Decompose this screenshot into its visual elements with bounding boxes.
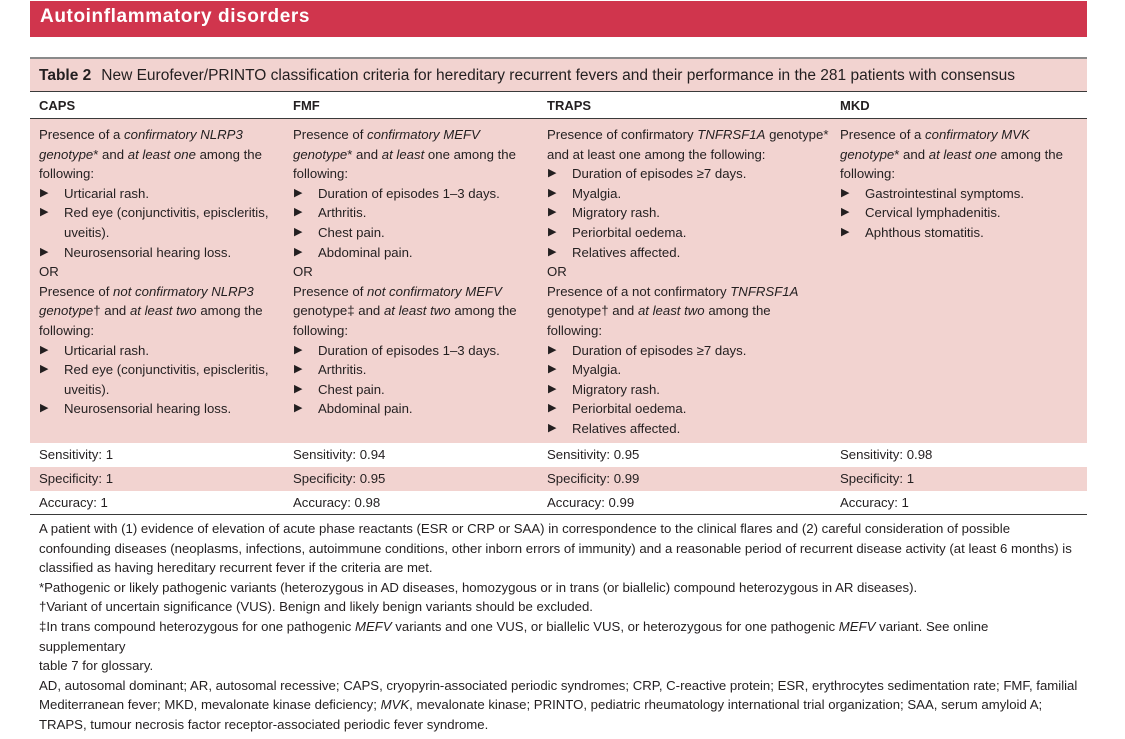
mkd-criteria — [840, 125, 1080, 243]
text: variant. See online supplementary — [39, 618, 989, 654]
criteria-row — [30, 119, 1087, 443]
footnote-line: classified as having hereditary recurrent fever if the criteria are met. — [39, 560, 433, 576]
footnote-line: †Variant of uncertain significance (VUS). Benign and likely benign variants should be excluded. — [39, 599, 593, 615]
table-cell: Specificity: 1 — [39, 471, 114, 486]
text: Presence of — [39, 283, 114, 299]
table-label: Table 2 — [39, 67, 92, 84]
footnote-line: TRAPS, tumour necrosis factor receptor-associated periodic fever syndrome. — [39, 716, 489, 732]
text: Presence of a — [840, 127, 926, 142]
text: at least — [381, 146, 425, 162]
footnote-line: *Pathogenic or likely pathogenic variants (heterozygous in AD diseases, homozygous or in trans (or biallelic) compound heterozygous in AR diseases). — [39, 579, 918, 595]
text: genotype — [840, 146, 895, 162]
text: following: — [293, 322, 348, 338]
text: genotype† and — [547, 303, 638, 319]
text: Presence of — [293, 283, 368, 299]
footnote-line: table 7 for glossary. — [39, 658, 154, 674]
list-item: ▶ Duration of episodes 1–3 days. — [293, 341, 531, 361]
table-cell: Accuracy: 1 — [39, 495, 108, 510]
text: not confirmatory NLRP3 — [113, 283, 254, 299]
text: confirmatory MVK — [925, 127, 1030, 142]
list-item: ▶ Duration of episodes ≥7 days. — [547, 341, 827, 361]
list-item-continuation: uveitis). — [64, 381, 110, 397]
traps-criteria — [547, 125, 827, 439]
list-item: ▶ Relatives affected. — [547, 243, 827, 263]
list-item: ▶ Red eye (conjunctivitis, episcleritis, — [39, 203, 279, 223]
header-fmf: FMF — [293, 98, 320, 113]
classification-table — [30, 57, 1087, 735]
footnote-line — [39, 695, 1078, 715]
specificity-row — [30, 467, 1087, 491]
text: following: — [39, 322, 94, 338]
list-item: ▶ Periorbital oedema. — [547, 223, 827, 243]
list-item: ▶ Urticarial rash. — [39, 341, 279, 361]
table-cell: Specificity: 0.99 — [547, 471, 640, 486]
table-cell: Accuracy: 0.98 — [293, 495, 381, 510]
text: TNFRSF1A — [730, 283, 799, 299]
text: ‡In trans compound heterozygous for one pathogenic — [39, 618, 355, 634]
text: among the — [195, 146, 262, 162]
text: Presence of — [293, 127, 368, 142]
text: and at least one among the following: — [547, 146, 766, 162]
caps-criteria — [39, 125, 279, 419]
list-item: ▶ Neurosensorial hearing loss. — [39, 243, 279, 263]
text: among the — [996, 146, 1063, 162]
text: at least two — [637, 303, 705, 319]
text: following: — [547, 322, 602, 338]
header-traps: TRAPS — [547, 98, 592, 113]
text: * and — [347, 146, 382, 162]
text: MVK — [380, 697, 410, 713]
list-item-continuation: uveitis). — [64, 224, 110, 240]
table-caption — [30, 57, 1087, 91]
list-item: ▶ Duration of episodes ≥7 days. — [547, 164, 827, 184]
list-item: ▶ Chest pain. — [293, 223, 531, 243]
table-cell: Accuracy: 0.99 — [547, 495, 635, 510]
text: MEFV — [354, 618, 392, 634]
accuracy-row — [30, 491, 1087, 515]
table-cell: Specificity: 1 — [840, 471, 915, 486]
table-cell: Sensitivity: 0.94 — [293, 447, 386, 462]
text: at least two — [129, 303, 197, 319]
text: genotype‡ and — [293, 303, 384, 319]
header-mkd: MKD — [840, 98, 870, 113]
text: Presence of a — [39, 127, 125, 142]
list-item: ▶ Arthritis. — [293, 360, 531, 380]
text: * and — [894, 146, 929, 162]
footnote-line — [39, 617, 1078, 656]
header-caps: CAPS — [39, 98, 76, 113]
list-item: ▶ Duration of episodes 1–3 days. — [293, 184, 531, 204]
list-item: ▶ Myalgia. — [547, 360, 827, 380]
text: Mediterranean fever; MKD, mevalonate kinase deficiency; — [39, 697, 381, 713]
list-item: ▶ Periorbital oedema. — [547, 399, 827, 419]
list-item: ▶ Neurosensorial hearing loss. — [39, 399, 279, 419]
text: among the — [450, 303, 517, 319]
table-cell: Sensitivity: 0.98 — [840, 447, 933, 462]
list-item: ▶ Abdominal pain. — [293, 399, 531, 419]
text: genotype — [39, 146, 94, 162]
text: at least one — [127, 146, 196, 162]
list-item: ▶ Myalgia. — [547, 184, 827, 204]
text: Presence of confirmatory — [547, 127, 698, 142]
table-cell: Sensitivity: 1 — [39, 447, 114, 462]
text: genotype* — [765, 127, 829, 142]
footnote-line: confounding diseases (neoplasms, infections, autoimmune conditions, other inborn errors of immunity) and a reasonable period of recurrent disease activity (at least 6 months) is — [39, 540, 1072, 556]
or-text: OR — [547, 264, 567, 280]
text: * and — [93, 146, 128, 162]
text: TNFRSF1A — [697, 127, 766, 142]
table-caption-text: New Eurofever/PRINTO classification criteria for hereditary recurrent fevers and their performance in the 281 patients with consensus — [101, 67, 1016, 84]
section-banner — [30, 1, 1087, 37]
or-text: OR — [293, 264, 313, 280]
list-item: ▶ Chest pain. — [293, 380, 531, 400]
list-item: ▶ Migratory rash. — [547, 380, 827, 400]
text: among the — [196, 303, 263, 319]
table-cell: Sensitivity: 0.95 — [547, 447, 640, 462]
text: following: — [840, 166, 895, 182]
list-item: ▶ Relatives affected. — [547, 419, 827, 439]
text: following: — [293, 166, 348, 182]
text: confirmatory NLRP3 — [124, 127, 243, 142]
text: at least two — [383, 303, 451, 319]
list-item: ▶ Arthritis. — [293, 203, 531, 223]
table-header-row — [30, 91, 1087, 119]
list-item: ▶ Cervical lymphadenitis. — [840, 203, 1080, 223]
or-text: OR — [39, 264, 59, 280]
section-title: Autoinflammatory disorders — [40, 6, 311, 27]
text: one among the — [424, 146, 516, 162]
text: † and — [93, 303, 130, 319]
text: variants and one VUS, or biallelic VUS, or heterozygous for one pathogenic — [391, 618, 839, 634]
text: among the — [704, 303, 771, 319]
text: confirmatory MEFV — [367, 127, 480, 142]
fmf-criteria — [293, 125, 531, 419]
list-item: ▶ Migratory rash. — [547, 203, 827, 223]
list-item: ▶ Red eye (conjunctivitis, episcleritis, — [39, 360, 279, 380]
table-cell: Specificity: 0.95 — [293, 471, 386, 486]
text: Presence of a not confirmatory — [547, 283, 731, 299]
list-item: ▶ Gastrointestinal symptoms. — [840, 184, 1080, 204]
table-cell: Accuracy: 1 — [840, 495, 909, 510]
list-item: ▶ Aphthous stomatitis. — [840, 223, 1080, 243]
text: following: — [39, 166, 94, 182]
list-item: ▶ Urticarial rash. — [39, 184, 279, 204]
footnote-line: AD, autosomal dominant; AR, autosomal recessive; CAPS, cryopyrin-associated periodic syndromes; CRP, C-reactive protein; ESR, erythrocytes sedimentation rate; FMF, familial — [39, 677, 1078, 693]
text: genotype — [39, 303, 94, 319]
table-footnotes — [30, 515, 1087, 735]
text: genotype — [293, 146, 348, 162]
list-item: ▶ Abdominal pain. — [293, 243, 531, 263]
sensitivity-row — [30, 443, 1087, 467]
text: at least one — [928, 146, 997, 162]
text: MEFV — [838, 618, 876, 634]
footnote-line: A patient with (1) evidence of elevation of acute phase reactants (ESR or CRP or SAA) in correspondence to the clinical flares and (2) careful consideration of possible — [39, 521, 1011, 536]
text: not confirmatory MEFV — [367, 283, 502, 299]
text: , mevalonate kinase; PRINTO, pediatric rheumatology international trial organization; SAA, serum amyloid A; — [409, 697, 1043, 713]
